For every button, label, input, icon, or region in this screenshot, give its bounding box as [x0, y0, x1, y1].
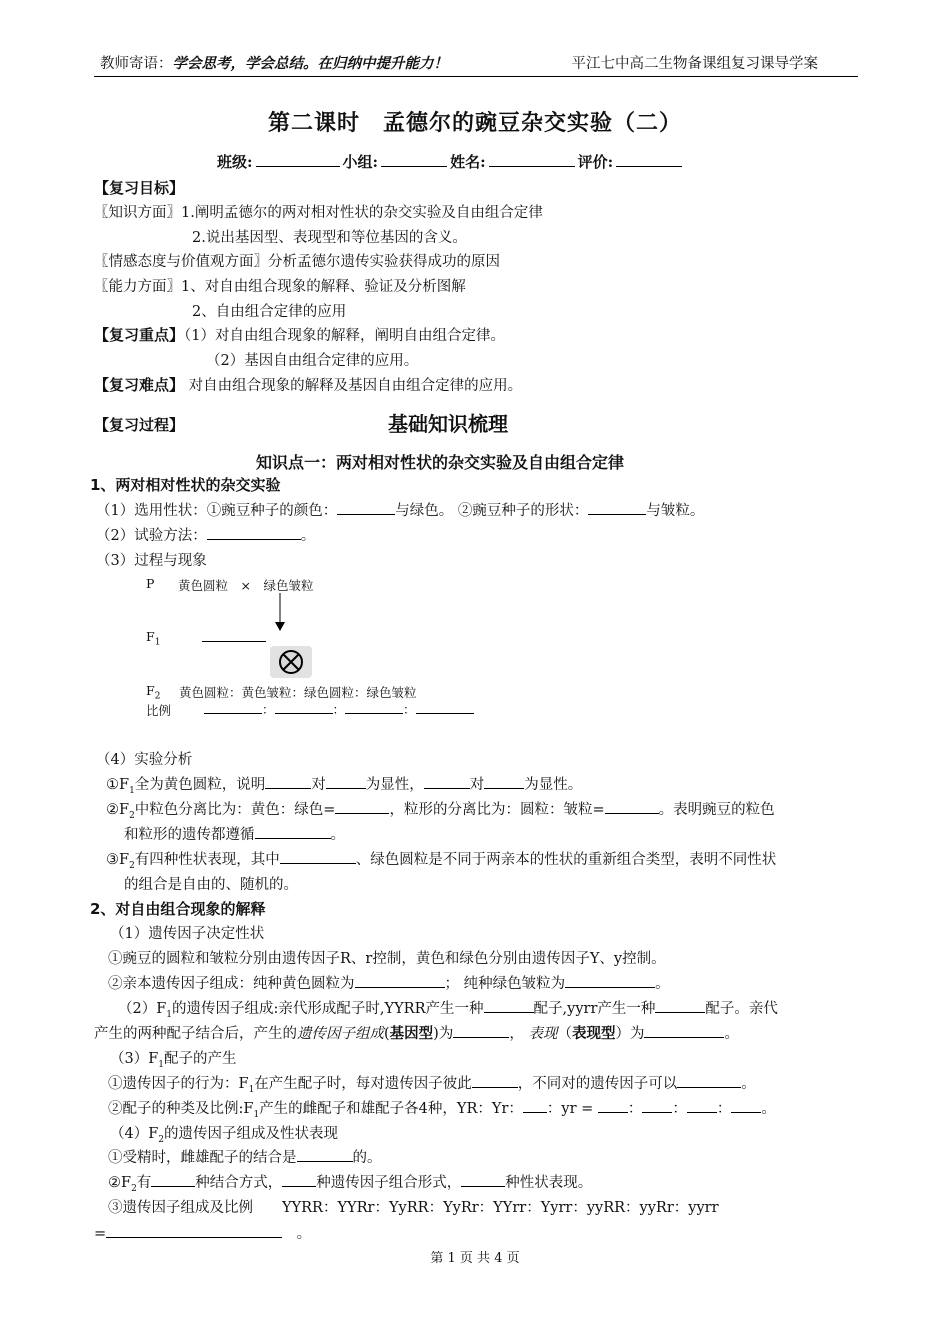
group-label: 小组:: [342, 153, 379, 171]
key-points: [94, 324, 505, 345]
goals-heading: 【复习目标】: [94, 179, 185, 197]
blank-gamete-ratio-4[interactable]: [731, 1099, 761, 1113]
page-footer: 第 1 页 共 4 页: [430, 1251, 520, 1266]
blank-a1-4[interactable]: [484, 775, 524, 789]
blank-gamete-type[interactable]: [523, 1099, 547, 1113]
eval-field[interactable]: [616, 152, 682, 167]
diagram-f2-types: 黄色圆粒：黄色皱粒：绿色圆粒：绿色皱粒: [179, 685, 417, 700]
s2-p2b: 产生的两种配子结合后，产生的遗传因子组成(基因型)为 ， 表现（表现型）为 。: [94, 1026, 739, 1042]
diagram-p: P: [146, 576, 155, 591]
s2-p4c: ①受精时，雌雄配子的结合是 的。: [108, 1150, 382, 1166]
blank-a3-1[interactable]: [280, 850, 356, 864]
analysis-2: $②F_2$中粒色分离比为：黄色：绿色= ，粒形的分离比为：圆粒：皱粒= 。表明豌豆的粒色: [106, 802, 775, 821]
blank-f1-genotype[interactable]: [453, 1024, 509, 1038]
section-title: 基础知识梳理: [388, 412, 508, 436]
method-text: （2）试验方法：: [96, 528, 207, 544]
blank-gamete-ratio-2[interactable]: [642, 1099, 672, 1113]
blank-ratio-4[interactable]: [416, 700, 474, 714]
difficult-points: [94, 374, 522, 395]
blank-a1-3[interactable]: [424, 775, 470, 789]
class-field[interactable]: [256, 152, 340, 167]
blank-seed-shape[interactable]: [588, 501, 646, 515]
goal-emotion: 〖情感态度与价值观方面〗分析孟德尔遗传实验获得成功的原因: [94, 254, 500, 270]
teacher-label: 教师寄语：: [100, 56, 173, 72]
group-field[interactable]: [381, 152, 447, 167]
method-period: 。: [300, 528, 316, 544]
eval-label: 评价:: [577, 153, 614, 171]
blank-ratio-3[interactable]: [345, 700, 403, 714]
diagram-ratio-label: 比例: [146, 703, 172, 718]
s1-line-process: （3）过程与现象: [96, 553, 207, 569]
s2-p2: $(2)F_1$的遗传因子组成:亲代形成配子时,YYRR产生一种 配子,yyrr产生一种 配子。亲代: [118, 1001, 778, 1020]
s2-p4d: $②F_2$有 种结合方式， 种遗传因子组合形式， 种性状表现。: [108, 1175, 593, 1194]
traits-end-text: 与皱粒。: [646, 503, 705, 519]
analysis-3: $③F_2$有四种性状表现，其中 、绿色圆粒是不同于两亲本的性状的重新组合类型，表明不同性状: [106, 852, 777, 871]
s1-heading: 1、两对相对性状的杂交实验: [90, 476, 281, 494]
diagram-f2: $F_2$: [146, 683, 161, 702]
blank-green-wrinkled-genotype[interactable]: [565, 974, 655, 988]
s2-heading: 2、对自由组合现象的解释: [90, 900, 266, 918]
cross-arrow: [272, 593, 288, 633]
s2-p1a: ①豌豆的圆粒和皱粒分别由遗传因子R、r控制，黄色和绿色分别由遗传因子Y、y控制。: [108, 951, 666, 967]
blank-genotype-ratio[interactable]: [106, 1224, 282, 1238]
goal-knowledge-2: 2.说出基因型、表现型和等位基因的含义。: [192, 230, 467, 246]
self-cross-icon: [270, 646, 312, 678]
blank-genotype-count[interactable]: [282, 1173, 316, 1187]
key-point-1: （1）对自由组合现象的解释，阐明自由组合定律。: [184, 328, 505, 344]
class-label: 班级:: [217, 153, 253, 171]
blank-a2-3[interactable]: [255, 825, 331, 839]
blank-a2-2[interactable]: [605, 800, 659, 814]
key-heading: 【复习重点】: [94, 326, 185, 344]
name-label: 姓名:: [450, 153, 486, 171]
diagram-parents: 黄色圆粒 × 绿色皱粒: [178, 578, 314, 593]
blank-gamete-ratio-3[interactable]: [687, 1099, 717, 1113]
goal-knowledge-1: 〖知识方面〗1.阐明孟德尔的两对相对性状的杂交实验及自由组合定律: [94, 205, 543, 221]
traits-shape-text: 与绿色。 ②豌豆种子的形状：: [395, 503, 589, 519]
key-point-2: （2）基因自由组合定律的应用。: [206, 353, 419, 369]
blank-yellow-round-genotype[interactable]: [355, 974, 445, 988]
name-field[interactable]: [489, 152, 575, 167]
motto: 学会思考，学会总结。在归纳中提升能力！: [172, 55, 448, 72]
blank-gamete-ratio-1[interactable]: [598, 1099, 628, 1113]
s2-p1b: ②亲本遗传因子组成：纯种黄色圆粒为 ； 纯种绿色皱粒为 。: [108, 976, 670, 992]
blank-combine[interactable]: [677, 1074, 741, 1088]
goal-ability-2: 2、自由组合定律的应用: [192, 304, 347, 320]
diagram-ratio-blanks: ： ： ：: [204, 700, 474, 718]
s1-analysis-heading: （4）实验分析: [96, 752, 193, 768]
blank-yyrr2-gamete[interactable]: [655, 999, 705, 1013]
blank-ratio-2[interactable]: [275, 700, 333, 714]
s2-p4: $(4)F_2$的遗传因子组成及性状表现: [110, 1126, 339, 1145]
blank-f1-phenotype[interactable]: [202, 628, 266, 642]
blank-yyrr-gamete[interactable]: [484, 999, 534, 1013]
blank-seed-color[interactable]: [337, 501, 395, 515]
difficult-heading: 【复习难点】: [94, 376, 185, 394]
blank-a1-1[interactable]: [265, 775, 311, 789]
blank-a1-2[interactable]: [326, 775, 366, 789]
traits-color-text: （1）选用性状：①豌豆种子的颜色：: [96, 503, 338, 519]
s1-line-method: [96, 524, 315, 545]
blank-phenotype-count[interactable]: [461, 1173, 505, 1187]
blank-fertilization[interactable]: [297, 1148, 353, 1162]
s2-p4f: = 。: [94, 1226, 312, 1242]
blank-method[interactable]: [207, 526, 301, 540]
school-name: 平江七中高二生物备课组复习课导学案: [571, 56, 818, 72]
knowledge-point-1: 知识点一：两对相对性状的杂交实验及自由组合定律: [256, 453, 625, 472]
analysis-2b: 和粒形的遗传都遵循 。: [124, 827, 345, 843]
student-info: [217, 151, 685, 172]
s2-p3c: ①遗传因子的行为：$F_1$在产生配子时，每对遗传因子彼此 ，不同对的遗传因子可以 。: [108, 1076, 756, 1095]
s2-p3d: ②配子的种类及比例$:F_1$产生的雌配子和雄配子各4种，YR：Yr： ：yr = ： ： ： 。: [108, 1101, 776, 1120]
analysis-1: $①F_1$全为黄色圆粒，说明 对 为显性， 对 为显性。: [106, 777, 583, 796]
s2-p4e: ③遗传因子组成及比例 YYRR：YYRr：YyRR：YyRr：YYrr：Yyrr：yyRR：yyRr：yyrr: [108, 1200, 719, 1216]
blank-ratio-1[interactable]: [204, 700, 262, 714]
blank-f1-phenotype-2[interactable]: [644, 1024, 724, 1038]
blank-combination-count[interactable]: [151, 1173, 195, 1187]
diagram-f1: $F_1$: [146, 629, 161, 648]
s2-p1: （1）遗传因子决定性状: [110, 926, 265, 942]
difficult-text: 对自由组合现象的解释及基因自由组合定律的应用。: [188, 378, 523, 394]
lesson-title: 第二课时 孟德尔的豌豆杂交实验（二）: [267, 111, 682, 136]
goal-ability-1: 〖能力方面〗1、对自由组合现象的解释、验证及分析图解: [94, 279, 466, 295]
page-header: [94, 50, 858, 77]
s1-line-traits: [96, 499, 704, 520]
analysis-3b: 的组合是自由的、随机的。: [124, 877, 298, 893]
process-heading: 【复习过程】: [94, 416, 185, 434]
blank-a2-1[interactable]: [335, 800, 389, 814]
teacher-message: [100, 52, 448, 73]
s2-p3: $(3)F_1$配子的产生: [110, 1051, 237, 1070]
blank-separate[interactable]: [472, 1074, 518, 1088]
